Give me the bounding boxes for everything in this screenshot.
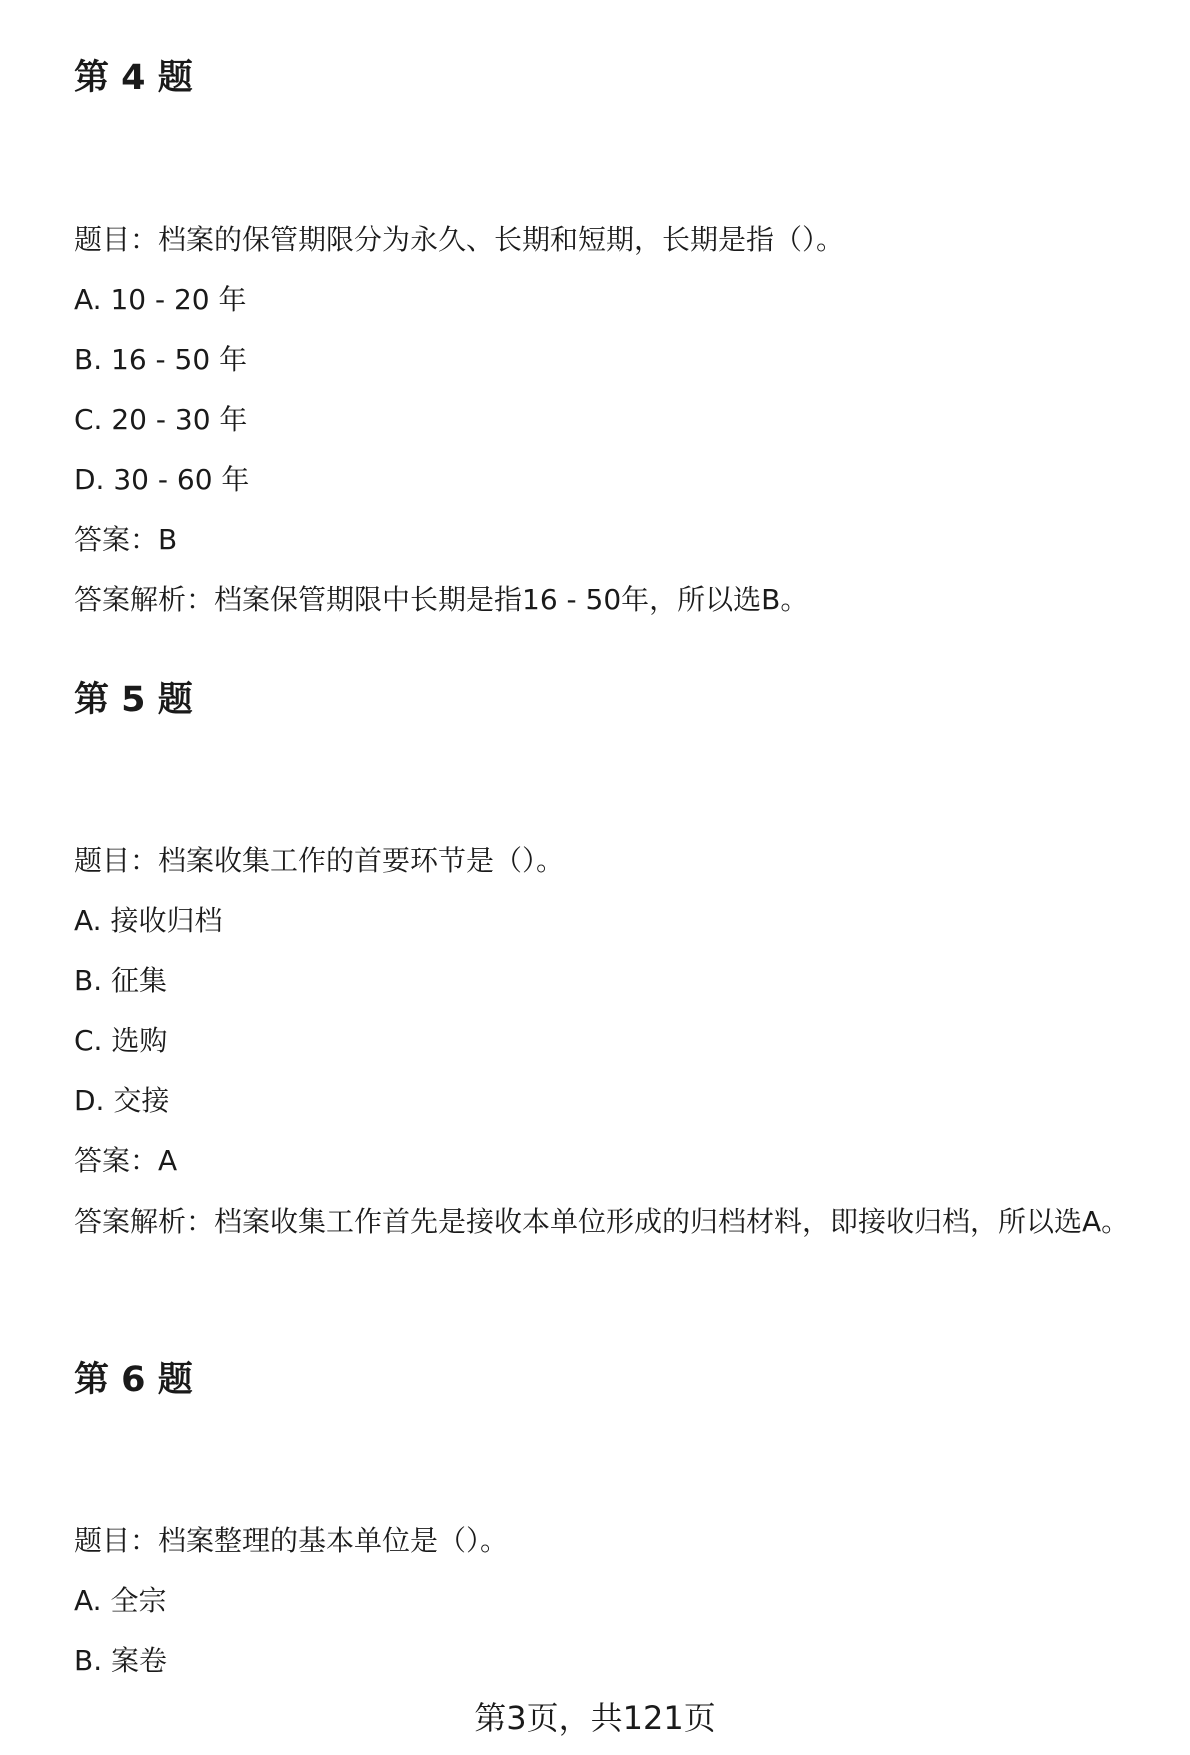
question-6-option-b: B. 案卷 (74, 1644, 168, 1677)
question-4-explanation: 答案解析：档案保管期限中长期是指16 - 50年，所以选B。 (74, 583, 809, 616)
question-5-explanation: 答案解析：档案收集工作首先是接收本单位形成的归档材料，即接收归档，所以选A。 (74, 1205, 1130, 1238)
question-5-option-d: D. 交接 (74, 1084, 170, 1117)
question-5-option-a: A. 接收归档 (74, 904, 223, 937)
question-6-option-a: A. 全宗 (74, 1584, 167, 1617)
question-4-option-b: B. 16 - 50 年 (74, 343, 248, 376)
page-number: 第3页，共121页 (474, 1699, 716, 1737)
question-5-stem: 题目：档案收集工作的首要环节是（）。 (74, 844, 565, 877)
question-4-option-c: C. 20 - 30 年 (74, 403, 248, 436)
question-6-stem: 题目：档案整理的基本单位是（）。 (74, 1524, 509, 1557)
question-5-option-b: B. 征集 (74, 964, 168, 997)
question-4-answer: 答案：B (74, 523, 178, 556)
question-4-heading: 第 4 题 (74, 58, 193, 98)
question-4-option-d: D. 30 - 60 年 (74, 463, 250, 496)
question-4-stem: 题目：档案的保管期限分为永久、长期和短期，长期是指（）。 (74, 223, 845, 256)
question-5-heading: 第 5 题 (74, 680, 193, 720)
question-4-option-a: A. 10 - 20 年 (74, 283, 247, 316)
question-5-answer: 答案：A (74, 1144, 178, 1177)
question-5-option-c: C. 选购 (74, 1024, 168, 1057)
question-6-heading: 第 6 题 (74, 1360, 193, 1400)
